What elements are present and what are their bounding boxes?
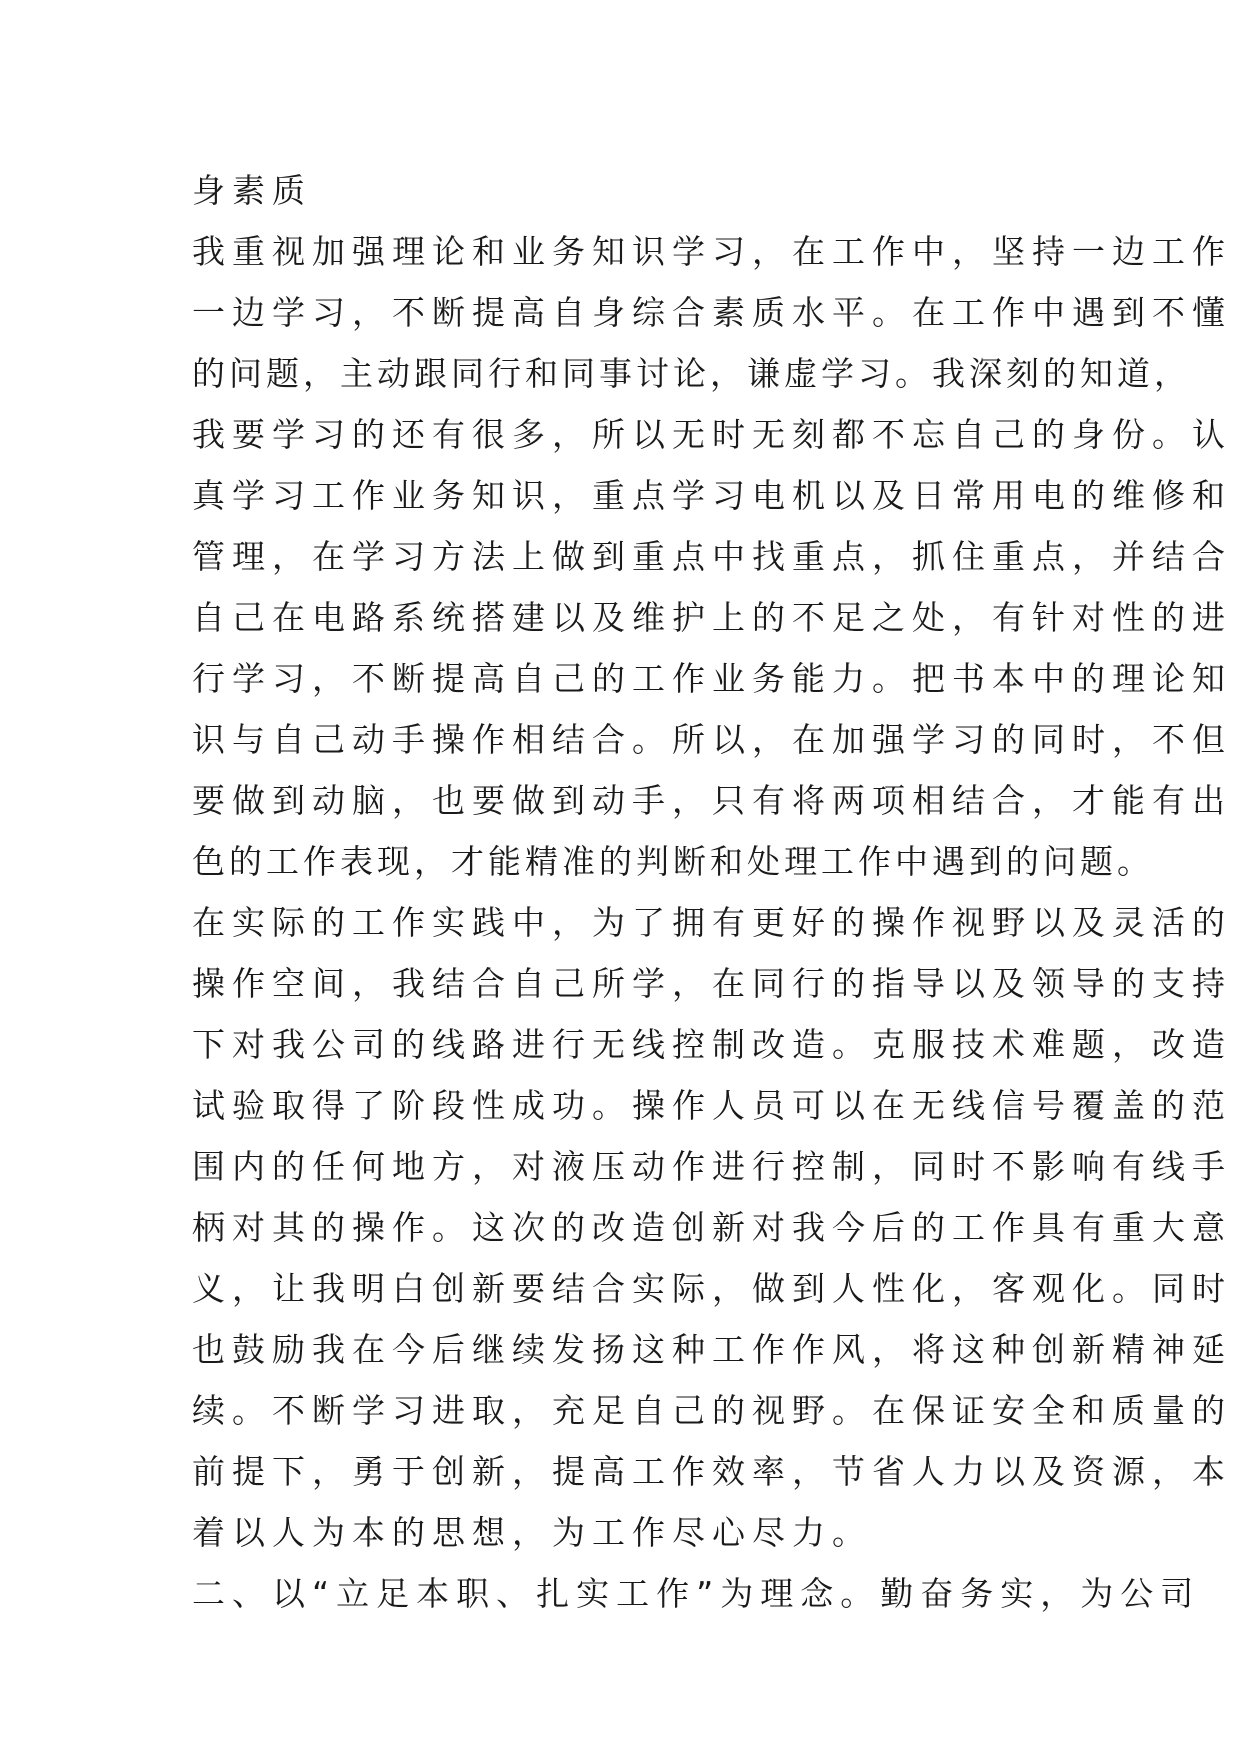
text-line: 试验取得了阶段性成功。操作人员可以在无线信号覆盖的范 [192, 1086, 1232, 1125]
text-line: 自己在电路系统搭建以及维护上的不足之处，有针对性的进 [192, 598, 1232, 637]
text-line: 二、以“立足本职、扎实工作”为理念。勤奋务实，为公司 [192, 1574, 1201, 1613]
text-line: 在实际的工作实践中，为了拥有更好的操作视野以及灵活的 [192, 903, 1232, 942]
text-line: 识与自己动手操作相结合。所以，在加强学习的同时，不但 [192, 720, 1232, 759]
text-line: 柄对其的操作。这次的改造创新对我今后的工作具有重大意 [192, 1208, 1232, 1247]
text-line: 我重视加强理论和业务知识学习，在工作中，坚持一边工作 [192, 232, 1232, 271]
text-line: 前提下，勇于创新，提高工作效率，节省人力以及资源，本 [192, 1452, 1232, 1491]
text-line: 义，让我明白创新要结合实际，做到人性化，客观化。同时 [192, 1269, 1232, 1308]
text-line: 真学习工作业务知识，重点学习电机以及日常用电的维修和 [192, 476, 1232, 515]
text-line: 的问题，主动跟同行和同事讨论，谦虚学习。我深刻的知道， [192, 354, 1191, 393]
text-line: 我要学习的还有很多，所以无时无刻都不忘自己的身份。认 [192, 415, 1232, 454]
text-line: 操作空间，我结合自己所学，在同行的指导以及领导的支持 [192, 964, 1232, 1003]
text-line: 围内的任何地方，对液压动作进行控制，同时不影响有线手 [192, 1147, 1232, 1186]
text-line: 续。不断学习进取，充足自己的视野。在保证安全和质量的 [192, 1391, 1232, 1430]
text-line: 色的工作表现，才能精准的判断和处理工作中遇到的问题。 [192, 842, 1154, 881]
text-line: 行学习，不断提高自己的工作业务能力。把书本中的理论知 [192, 659, 1232, 698]
text-line: 下对我公司的线路进行无线控制改造。克服技术难题，改造 [192, 1025, 1232, 1064]
text-line: 也鼓励我在今后继续发扬这种工作作风，将这种创新精神延 [192, 1330, 1232, 1369]
document-body [192, 160, 1232, 1624]
text-line: 着以人为本的思想，为工作尽心尽力。 [192, 1513, 872, 1552]
text-line: 一边学习，不断提高自身综合素质水平。在工作中遇到不懂 [192, 293, 1232, 332]
text-line: 管理，在学习方法上做到重点中找重点，抓住重点，并结合 [192, 537, 1232, 576]
text-line: 身素质 [192, 171, 312, 210]
text-line: 要做到动脑，也要做到动手，只有将两项相结合，才能有出 [192, 781, 1232, 820]
